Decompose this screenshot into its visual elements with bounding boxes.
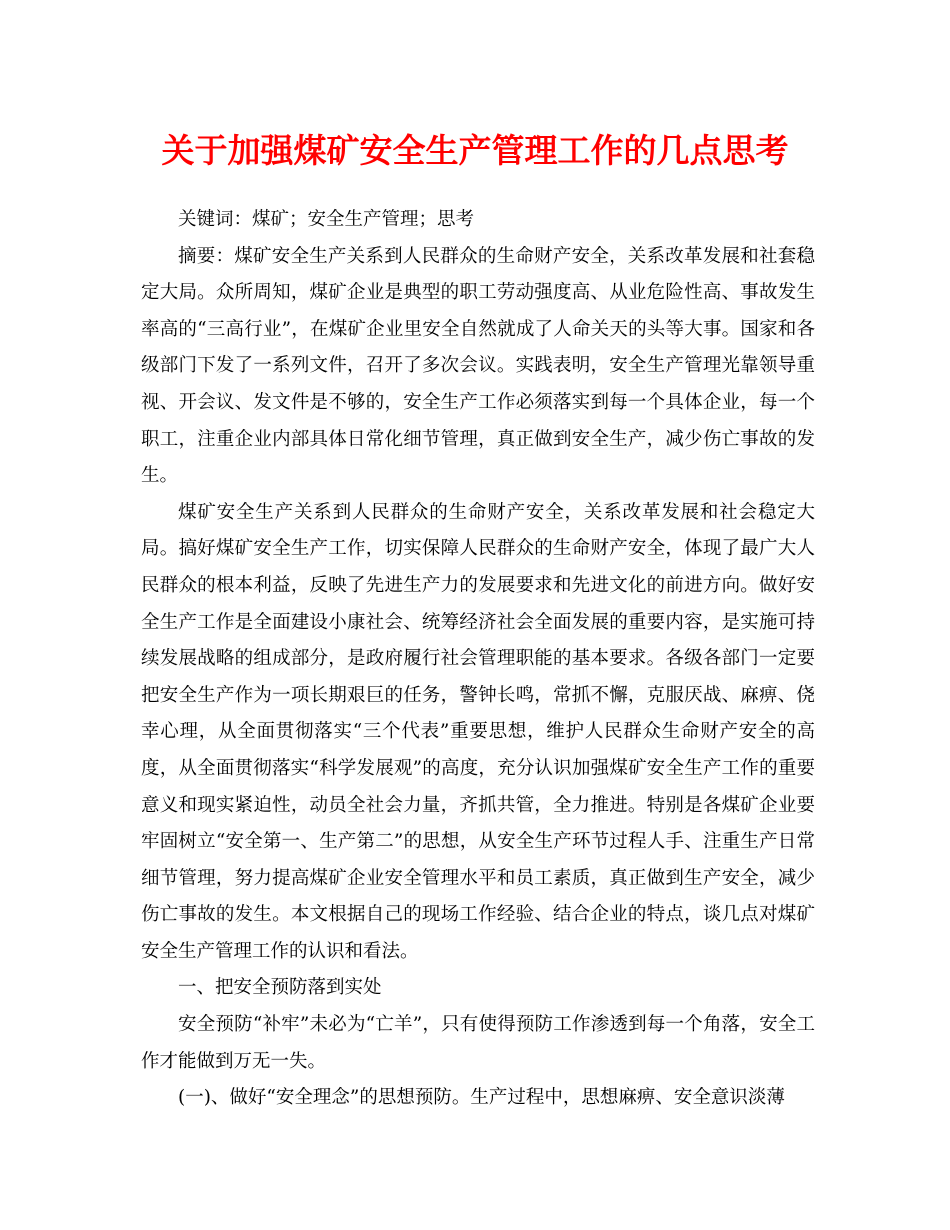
body-paragraph: 煤矿安全生产关系到人民群众的生命财产安全，关系改革发展和社会稳定大局。搞好煤矿安全生产工作，切实保障人民群众的生命财产安全，体现了最广大人民群众的根本利益，反映了先进生产力的发展要求和先进文化的前进方向。做好安全生产工作是全面建设小康社会、统筹经济社会全面发展的重要内容，是实施可持续发展战略的组成部分，是政府履行社会管理职能的基本要求。各级各部门一定要把安全生产作为一项长期艰巨的任务，警钟长鸣，常抓不懈，克服厌战、麻痹、侥幸心理，从全面贯彻落实“三个代表”重要思想，维护人民群众生命财产安全的高度，从全面贯彻落实“科学发展观”的高度，充分认识加强煤矿安全生产工作的重要意义和现实紧迫性，动员全社会力量，齐抓共管，全力推进。特别是各煤矿企业要牢固树立“安全第一、生产第二”的思想，从安全生产环节过程人手、注重生产日常细节管理，努力提高煤矿企业安全管理水平和员工素质，真正做到生产安全，减少伤亡事故的发生。本文根据自己的现场工作经验、结合企业的特点，谈几点对煤矿安全生产管理工作的认识和看法。 — [141, 501, 815, 962]
section-heading: 一、把安全预防落到实处 — [178, 977, 382, 999]
abstract-paragraph: 摘要：煤矿安全生产关系到人民群众的生命财产安全，关系改革发展和社套稳定大局。众所周知，煤矿企业是典型的职工劳动强度高、从业危险性高、事故发生率高的“三高行业”，在煤矿企业里安全自然就成了人命关天的头等大事。国家和各级部门下发了一系列文件，召开了多次会议。实践表明，安全生产管理光靠领导重视、开会议、发文件是不够的，安全生产工作必须落实到每一个具体企业，每一个职工，注重企业内部具体日常化细节管理，真正做到安全生产，减少伤亡事故的发生。 — [141, 245, 815, 487]
body-paragraph: 安全预防“补牢”未必为“亡羊”，只有使得预防工作渗透到每一个角落，安全工作才能做到万无一失。 — [141, 1014, 815, 1072]
document-body — [141, 202, 815, 1117]
document-title: 关于加强煤矿安全生产管理工作的几点思考 — [161, 131, 789, 170]
keywords-paragraph: 关键词：煤矿；安全生产管理；思考 — [178, 209, 475, 230]
body-paragraph: (一)、做好“安全理念”的思想预防。生产过程中，思想麻痹、安全意识淡薄 — [178, 1087, 785, 1109]
